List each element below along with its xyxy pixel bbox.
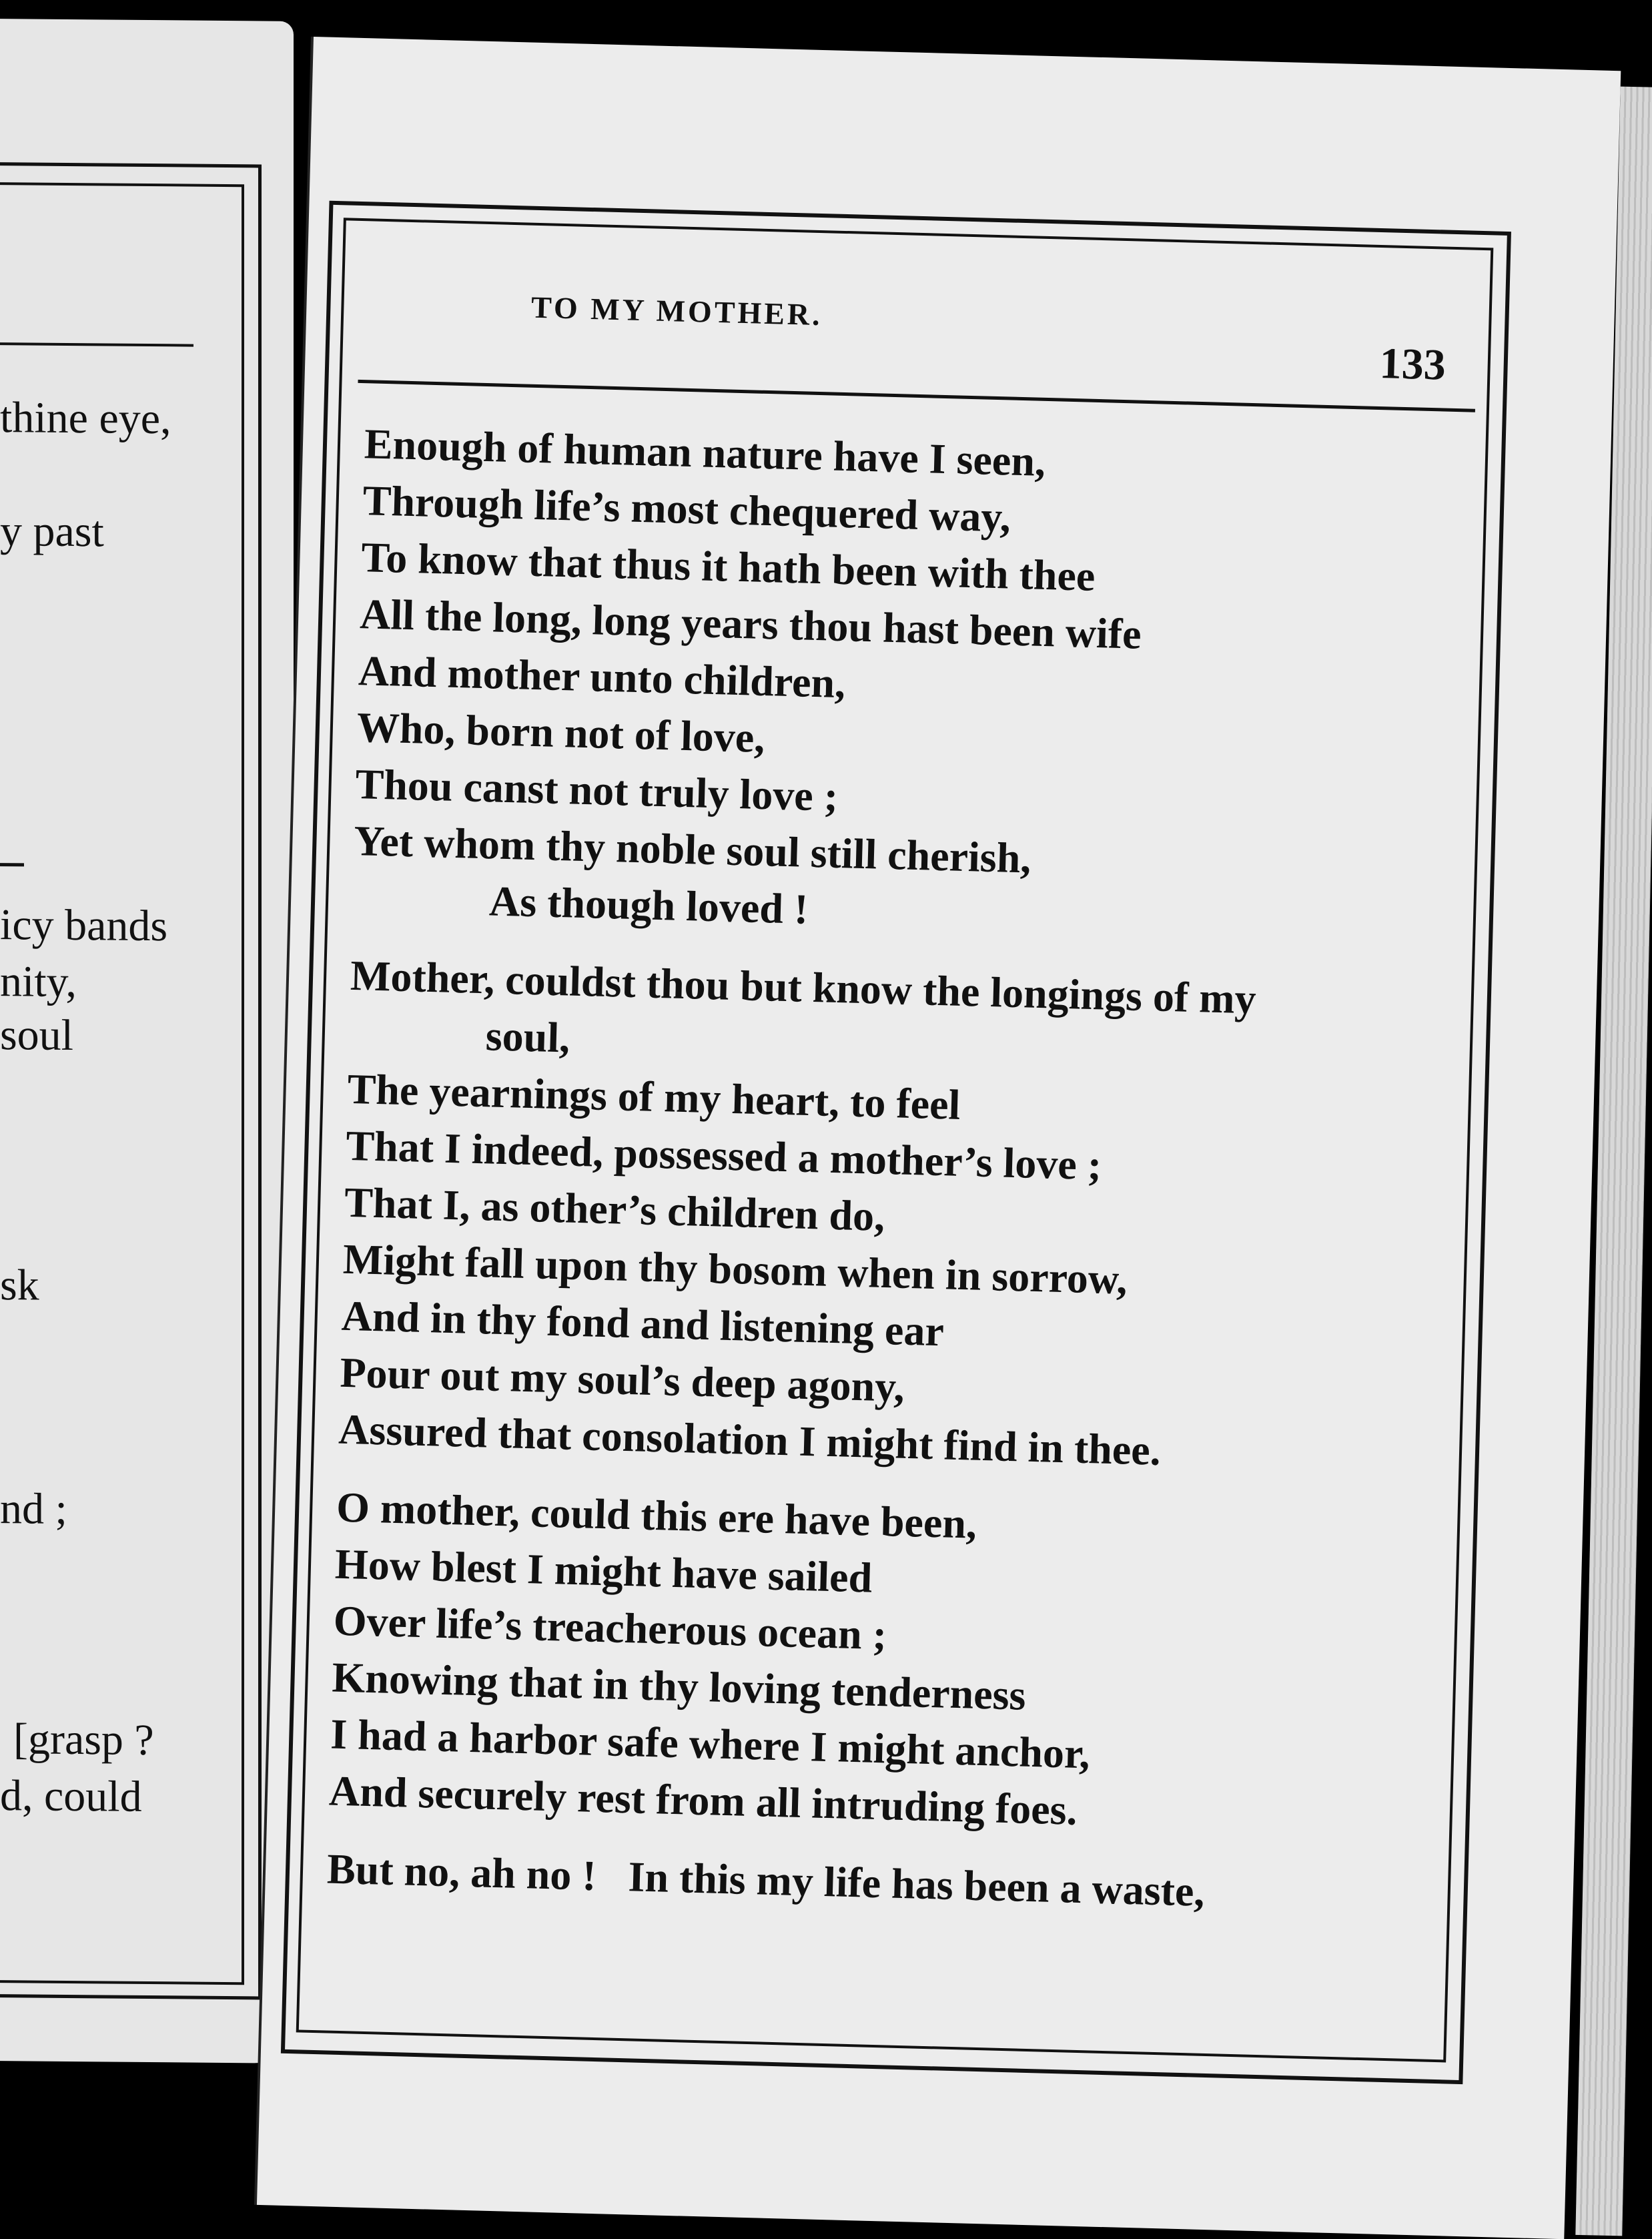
poem-line: Who, born not of love,: [356, 703, 766, 762]
left-line-fragment: y past: [0, 507, 104, 557]
left-line-fragment: [grasp ?: [13, 1714, 154, 1765]
poem-line: Over life’s treacherous ocean ;: [332, 1596, 887, 1659]
poem-line: Assured that consolation I might find in thee.: [338, 1405, 1162, 1474]
poem-line: That I indeed, possessed a mother’s love ;: [345, 1121, 1103, 1189]
page-number: 133: [1378, 339, 1447, 390]
poem-line: Enough of human nature have I seen,: [364, 420, 1046, 485]
book-page: [257, 37, 1621, 2239]
poem-line: I had a harbor safe where I might anchor,: [330, 1710, 1091, 1778]
poem-body: [326, 415, 1485, 1947]
stanza: [338, 947, 1471, 1487]
left-page: [0, 19, 294, 2063]
left-line-fragment: sk: [0, 1261, 39, 1310]
poem-line: To know that thus it hath been with thee: [360, 533, 1096, 600]
poem-line: And in thy fond and listening ear: [340, 1291, 945, 1355]
poem-line: The yearnings of my heart, to feel: [346, 1064, 961, 1129]
left-line-fragment: icy bands: [0, 900, 168, 951]
poem-line: But no, ah no ! In this my life has been a waste,: [326, 1845, 1206, 1915]
left-line-fragment: nity,: [0, 957, 77, 1007]
poem-line: Pour out my soul’s deep agony,: [339, 1348, 905, 1411]
poem-line: Might fall upon thy bosom when in sorrow,: [342, 1235, 1128, 1303]
poem-line: Mother, couldst thou but know the longings of my: [350, 951, 1257, 1023]
poem-line: Knowing that in thy loving tenderness: [331, 1653, 1027, 1719]
stanza: [352, 415, 1485, 955]
poem-line: How blest I might have sailed: [334, 1540, 873, 1602]
left-page-stanza-dash: [0, 863, 24, 866]
poem-line: Yet whom thy noble soul still cherish,: [353, 817, 1032, 882]
left-line-fragment: soul: [0, 1010, 74, 1060]
poem-line: And mother unto children,: [358, 647, 847, 707]
stanza: [328, 1479, 1458, 1849]
poem-line: As though loved !: [488, 877, 809, 933]
poem-line: Through life’s most chequered way,: [362, 476, 1011, 541]
left-line-fragment: d, could: [0, 1771, 142, 1821]
poem-line: That I, as other’s children do,: [344, 1178, 886, 1241]
poem-line: soul,: [484, 1012, 571, 1062]
poem-line: O mother, could this ere have been,: [336, 1483, 977, 1548]
left-line-fragment: thine eye,: [0, 393, 171, 444]
stanza: [326, 1840, 1449, 1926]
poem-line: And securely rest from all intruding foes.: [328, 1767, 1078, 1834]
running-title: TO MY MOTHER.: [530, 290, 823, 332]
poem-line: Thou canst not truly love ;: [354, 760, 839, 820]
left-line-fragment: nd ;: [0, 1484, 67, 1534]
poem-line: All the long, long years thou hast been wife: [359, 590, 1142, 658]
